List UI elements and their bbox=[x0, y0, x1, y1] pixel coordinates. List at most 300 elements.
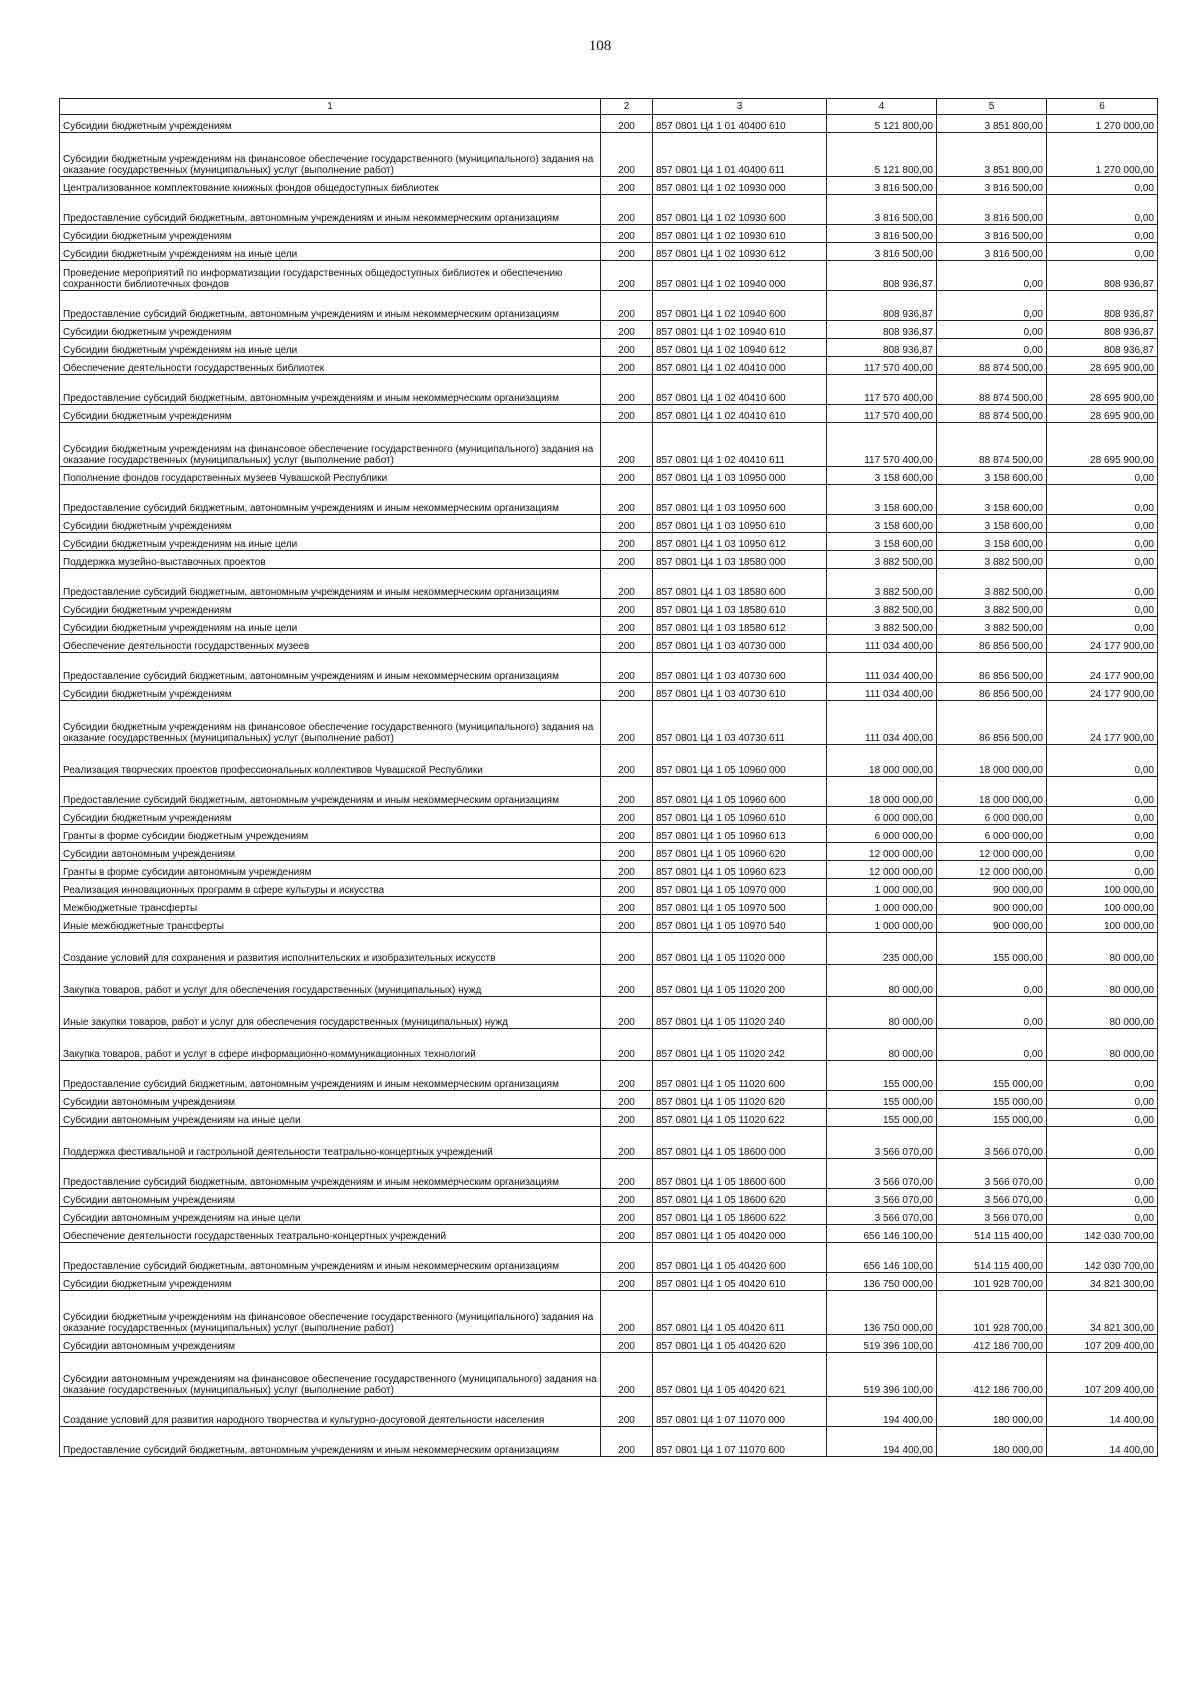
row-code-cell: 200 bbox=[601, 357, 653, 375]
row-code-cell: 200 bbox=[601, 745, 653, 777]
row-value-cell: 519 396 100,00 bbox=[827, 1335, 937, 1353]
table-row bbox=[60, 321, 1158, 339]
row-value-cell: 155 000,00 bbox=[937, 1109, 1047, 1127]
row-value-cell: 88 874 500,00 bbox=[937, 357, 1047, 375]
row-csr-cell: 857 0801 Ц4 1 05 10960 613 bbox=[653, 825, 827, 843]
row-value-cell: 3 882 500,00 bbox=[827, 599, 937, 617]
table-row bbox=[60, 617, 1158, 635]
row-csr-cell: 857 0801 Ц4 1 05 40420 000 bbox=[653, 1225, 827, 1243]
row-value-cell: 0,00 bbox=[937, 321, 1047, 339]
row-code-cell: 200 bbox=[601, 843, 653, 861]
row-value-cell: 117 570 400,00 bbox=[827, 375, 937, 405]
table-row bbox=[60, 807, 1158, 825]
row-value-cell: 3 566 070,00 bbox=[827, 1127, 937, 1159]
row-code-cell: 200 bbox=[601, 1189, 653, 1207]
row-code-cell: 200 bbox=[601, 915, 653, 933]
row-value-cell: 18 000 000,00 bbox=[937, 777, 1047, 807]
row-code-cell: 200 bbox=[601, 515, 653, 533]
row-name-cell: Иные закупки товаров, работ и услуг для обеспечения государственных (муниципальных) нужд bbox=[60, 997, 601, 1029]
row-value-cell: 3 566 070,00 bbox=[937, 1207, 1047, 1225]
table-header-row bbox=[60, 99, 1158, 115]
row-csr-cell: 857 0801 Ц4 1 03 40730 600 bbox=[653, 653, 827, 683]
row-name-cell: Создание условий для развития народного творчества и культурно-досуговой деятельности населения bbox=[60, 1397, 601, 1427]
table-row bbox=[60, 375, 1158, 405]
row-csr-cell: 857 0801 Ц4 1 05 10960 620 bbox=[653, 843, 827, 861]
row-value-cell: 0,00 bbox=[1047, 485, 1158, 515]
row-csr-cell: 857 0801 Ц4 1 05 11020 240 bbox=[653, 997, 827, 1029]
row-code-cell: 200 bbox=[601, 485, 653, 515]
row-csr-cell: 857 0801 Ц4 1 03 10950 000 bbox=[653, 467, 827, 485]
row-value-cell: 0,00 bbox=[1047, 1189, 1158, 1207]
row-value-cell: 3 882 500,00 bbox=[937, 617, 1047, 635]
row-name-cell: Субсидии бюджетным учреждениям на иные цели bbox=[60, 617, 601, 635]
row-value-cell: 28 695 900,00 bbox=[1047, 357, 1158, 375]
row-value-cell: 3 158 600,00 bbox=[937, 515, 1047, 533]
row-name-cell: Обеспечение деятельности государственных театрально-концертных учреждений bbox=[60, 1225, 601, 1243]
row-csr-cell: 857 0801 Ц4 1 03 18580 000 bbox=[653, 551, 827, 569]
row-value-cell: 808 936,87 bbox=[827, 321, 937, 339]
row-value-cell: 3 816 500,00 bbox=[827, 225, 937, 243]
row-code-cell: 200 bbox=[601, 1091, 653, 1109]
row-name-cell: Субсидии автономным учреждениям bbox=[60, 1091, 601, 1109]
row-value-cell: 6 000 000,00 bbox=[827, 807, 937, 825]
table-row bbox=[60, 467, 1158, 485]
table-row bbox=[60, 533, 1158, 551]
row-value-cell: 111 034 400,00 bbox=[827, 683, 937, 701]
row-name-cell: Централизованное комплектование книжных фондов общедоступных библиотек bbox=[60, 177, 601, 195]
row-value-cell: 86 856 500,00 bbox=[937, 701, 1047, 745]
row-name-cell: Предоставление субсидий бюджетным, автономным учреждениям и иным некоммерческим организациям bbox=[60, 1243, 601, 1273]
row-code-cell: 200 bbox=[601, 195, 653, 225]
table-row bbox=[60, 1127, 1158, 1159]
row-value-cell: 3 566 070,00 bbox=[827, 1159, 937, 1189]
row-csr-cell: 857 0801 Ц4 1 03 10950 610 bbox=[653, 515, 827, 533]
row-name-cell: Реализация инновационных программ в сфере культуры и искусства bbox=[60, 879, 601, 897]
table-row bbox=[60, 551, 1158, 569]
row-value-cell: 3 566 070,00 bbox=[937, 1159, 1047, 1189]
row-value-cell: 6 000 000,00 bbox=[937, 807, 1047, 825]
row-code-cell: 200 bbox=[601, 1335, 653, 1353]
row-value-cell: 3 158 600,00 bbox=[937, 533, 1047, 551]
row-value-cell: 3 816 500,00 bbox=[827, 243, 937, 261]
row-csr-cell: 857 0801 Ц4 1 05 10970 000 bbox=[653, 879, 827, 897]
row-value-cell: 1 000 000,00 bbox=[827, 915, 937, 933]
row-code-cell: 200 bbox=[601, 405, 653, 423]
row-value-cell: 0,00 bbox=[1047, 825, 1158, 843]
row-csr-cell: 857 0801 Ц4 1 05 18600 620 bbox=[653, 1189, 827, 1207]
row-value-cell: 900 000,00 bbox=[937, 897, 1047, 915]
row-value-cell: 808 936,87 bbox=[1047, 321, 1158, 339]
table-row bbox=[60, 825, 1158, 843]
budget-table bbox=[59, 98, 1158, 1457]
row-value-cell: 0,00 bbox=[937, 339, 1047, 357]
row-value-cell: 3 158 600,00 bbox=[937, 485, 1047, 515]
row-value-cell: 3 882 500,00 bbox=[827, 551, 937, 569]
row-value-cell: 136 750 000,00 bbox=[827, 1291, 937, 1335]
row-csr-cell: 857 0801 Ц4 1 02 10930 000 bbox=[653, 177, 827, 195]
row-value-cell: 100 000,00 bbox=[1047, 897, 1158, 915]
row-value-cell: 0,00 bbox=[1047, 1159, 1158, 1189]
row-name-cell: Субсидии автономным учреждениям на финансовое обеспечение государственного (муниципального) задания на оказание государственных (муниципальных) услуг (выполнение работ) bbox=[60, 1353, 601, 1397]
row-value-cell: 107 209 400,00 bbox=[1047, 1335, 1158, 1353]
row-value-cell: 0,00 bbox=[1047, 599, 1158, 617]
table-row bbox=[60, 1273, 1158, 1291]
row-value-cell: 0,00 bbox=[1047, 807, 1158, 825]
row-code-cell: 200 bbox=[601, 1397, 653, 1427]
row-value-cell: 0,00 bbox=[1047, 617, 1158, 635]
row-value-cell: 142 030 700,00 bbox=[1047, 1225, 1158, 1243]
row-name-cell: Субсидии автономным учреждениям на иные цели bbox=[60, 1207, 601, 1225]
row-value-cell: 88 874 500,00 bbox=[937, 405, 1047, 423]
row-value-cell: 101 928 700,00 bbox=[937, 1273, 1047, 1291]
table-row bbox=[60, 357, 1158, 375]
row-code-cell: 200 bbox=[601, 825, 653, 843]
table-row bbox=[60, 1061, 1158, 1091]
row-value-cell: 0,00 bbox=[1047, 1207, 1158, 1225]
row-value-cell: 24 177 900,00 bbox=[1047, 683, 1158, 701]
row-value-cell: 0,00 bbox=[937, 1029, 1047, 1061]
row-csr-cell: 857 0801 Ц4 1 05 10960 610 bbox=[653, 807, 827, 825]
table-row bbox=[60, 1159, 1158, 1189]
row-name-cell: Субсидии бюджетным учреждениям bbox=[60, 405, 601, 423]
row-csr-cell: 857 0801 Ц4 1 02 40410 611 bbox=[653, 423, 827, 467]
row-value-cell: 808 936,87 bbox=[1047, 261, 1158, 291]
row-value-cell: 0,00 bbox=[1047, 861, 1158, 879]
row-name-cell: Гранты в форме субсидии бюджетным учреждениям bbox=[60, 825, 601, 843]
row-value-cell: 24 177 900,00 bbox=[1047, 653, 1158, 683]
row-value-cell: 88 874 500,00 bbox=[937, 423, 1047, 467]
row-name-cell: Субсидии бюджетным учреждениям bbox=[60, 515, 601, 533]
row-value-cell: 34 821 300,00 bbox=[1047, 1291, 1158, 1335]
row-code-cell: 200 bbox=[601, 177, 653, 195]
row-name-cell: Предоставление субсидий бюджетным, автономным учреждениям и иным некоммерческим организациям bbox=[60, 653, 601, 683]
row-code-cell: 200 bbox=[601, 1225, 653, 1243]
table-row bbox=[60, 291, 1158, 321]
row-csr-cell: 857 0801 Ц4 1 03 40730 610 bbox=[653, 683, 827, 701]
row-name-cell: Субсидии бюджетным учреждениям bbox=[60, 683, 601, 701]
row-value-cell: 808 936,87 bbox=[1047, 339, 1158, 357]
table-row bbox=[60, 965, 1158, 997]
row-value-cell: 0,00 bbox=[1047, 745, 1158, 777]
row-value-cell: 0,00 bbox=[1047, 467, 1158, 485]
row-name-cell: Реализация творческих проектов профессиональных коллективов Чувашской Республики bbox=[60, 745, 601, 777]
table-row bbox=[60, 195, 1158, 225]
row-code-cell: 200 bbox=[601, 1427, 653, 1457]
row-value-cell: 1 270 000,00 bbox=[1047, 115, 1158, 133]
row-value-cell: 111 034 400,00 bbox=[827, 635, 937, 653]
row-code-cell: 200 bbox=[601, 897, 653, 915]
row-csr-cell: 857 0801 Ц4 1 02 10930 600 bbox=[653, 195, 827, 225]
row-code-cell: 200 bbox=[601, 1061, 653, 1091]
row-csr-cell: 857 0801 Ц4 1 07 11070 000 bbox=[653, 1397, 827, 1427]
row-csr-cell: 857 0801 Ц4 1 05 40420 620 bbox=[653, 1335, 827, 1353]
row-value-cell: 28 695 900,00 bbox=[1047, 405, 1158, 423]
row-code-cell: 200 bbox=[601, 635, 653, 653]
row-value-cell: 3 882 500,00 bbox=[937, 599, 1047, 617]
row-value-cell: 18 000 000,00 bbox=[827, 777, 937, 807]
row-csr-cell: 857 0801 Ц4 1 02 10940 612 bbox=[653, 339, 827, 357]
table-row bbox=[60, 683, 1158, 701]
row-value-cell: 18 000 000,00 bbox=[827, 745, 937, 777]
row-value-cell: 1 270 000,00 bbox=[1047, 133, 1158, 177]
table-row bbox=[60, 1225, 1158, 1243]
table-row bbox=[60, 225, 1158, 243]
row-csr-cell: 857 0801 Ц4 1 05 11020 622 bbox=[653, 1109, 827, 1127]
table-row bbox=[60, 745, 1158, 777]
row-csr-cell: 857 0801 Ц4 1 03 18580 600 bbox=[653, 569, 827, 599]
row-code-cell: 200 bbox=[601, 1273, 653, 1291]
table-row bbox=[60, 1335, 1158, 1353]
row-value-cell: 1 000 000,00 bbox=[827, 879, 937, 897]
row-value-cell: 180 000,00 bbox=[937, 1427, 1047, 1457]
row-value-cell: 3 816 500,00 bbox=[937, 225, 1047, 243]
row-value-cell: 1 000 000,00 bbox=[827, 897, 937, 915]
row-value-cell: 3 816 500,00 bbox=[937, 243, 1047, 261]
row-value-cell: 235 000,00 bbox=[827, 933, 937, 965]
column-header: 1 bbox=[60, 99, 601, 115]
row-value-cell: 656 146 100,00 bbox=[827, 1243, 937, 1273]
row-name-cell: Субсидии бюджетным учреждениям на финансовое обеспечение государственного (муниципального) задания на оказание государственных (муниципальных) услуг (выполнение работ) bbox=[60, 133, 601, 177]
row-value-cell: 0,00 bbox=[1047, 195, 1158, 225]
row-value-cell: 155 000,00 bbox=[827, 1091, 937, 1109]
row-code-cell: 200 bbox=[601, 321, 653, 339]
row-name-cell: Субсидии бюджетным учреждениям на финансовое обеспечение государственного (муниципального) задания на оказание государственных (муниципальных) услуг (выполнение работ) bbox=[60, 423, 601, 467]
table-row bbox=[60, 997, 1158, 1029]
row-name-cell: Субсидии автономным учреждениям bbox=[60, 1189, 601, 1207]
row-csr-cell: 857 0801 Ц4 1 02 10930 612 bbox=[653, 243, 827, 261]
row-name-cell: Гранты в форме субсидии автономным учреждениям bbox=[60, 861, 601, 879]
row-name-cell: Межбюджетные трансферты bbox=[60, 897, 601, 915]
row-code-cell: 200 bbox=[601, 701, 653, 745]
table-row bbox=[60, 515, 1158, 533]
column-header: 2 bbox=[601, 99, 653, 115]
row-code-cell: 200 bbox=[601, 1353, 653, 1397]
row-value-cell: 80 000,00 bbox=[1047, 997, 1158, 1029]
row-value-cell: 808 936,87 bbox=[827, 291, 937, 321]
row-name-cell: Субсидии бюджетным учреждениям на иные цели bbox=[60, 339, 601, 357]
row-name-cell: Предоставление субсидий бюджетным, автономным учреждениям и иным некоммерческим организациям bbox=[60, 195, 601, 225]
row-value-cell: 34 821 300,00 bbox=[1047, 1273, 1158, 1291]
row-value-cell: 412 186 700,00 bbox=[937, 1353, 1047, 1397]
row-code-cell: 200 bbox=[601, 261, 653, 291]
row-code-cell: 200 bbox=[601, 1127, 653, 1159]
page-number: 108 bbox=[588, 38, 612, 54]
row-csr-cell: 857 0801 Ц4 1 05 11020 000 bbox=[653, 933, 827, 965]
row-code-cell: 200 bbox=[601, 683, 653, 701]
table-row bbox=[60, 243, 1158, 261]
row-value-cell: 24 177 900,00 bbox=[1047, 701, 1158, 745]
row-value-cell: 0,00 bbox=[1047, 843, 1158, 861]
row-value-cell: 3 566 070,00 bbox=[827, 1207, 937, 1225]
table-row bbox=[60, 261, 1158, 291]
table-row bbox=[60, 897, 1158, 915]
row-name-cell: Предоставление субсидий бюджетным, автономным учреждениям и иным некоммерческим организациям bbox=[60, 1061, 601, 1091]
row-csr-cell: 857 0801 Ц4 1 05 40420 600 bbox=[653, 1243, 827, 1273]
row-value-cell: 3 882 500,00 bbox=[937, 569, 1047, 599]
row-code-cell: 200 bbox=[601, 617, 653, 635]
row-csr-cell: 857 0801 Ц4 1 07 11070 600 bbox=[653, 1427, 827, 1457]
row-value-cell: 808 936,87 bbox=[827, 261, 937, 291]
row-name-cell: Субсидии бюджетным учреждениям на финансовое обеспечение государственного (муниципального) задания на оказание государственных (муниципальных) услуг (выполнение работ) bbox=[60, 701, 601, 745]
row-value-cell: 0,00 bbox=[1047, 225, 1158, 243]
table-row bbox=[60, 879, 1158, 897]
row-csr-cell: 857 0801 Ц4 1 05 11020 242 bbox=[653, 1029, 827, 1061]
row-value-cell: 3 851 800,00 bbox=[937, 133, 1047, 177]
row-name-cell: Предоставление субсидий бюджетным, автономным учреждениям и иным некоммерческим организациям bbox=[60, 777, 601, 807]
row-code-cell: 200 bbox=[601, 375, 653, 405]
row-value-cell: 24 177 900,00 bbox=[1047, 635, 1158, 653]
table-row bbox=[60, 177, 1158, 195]
row-csr-cell: 857 0801 Ц4 1 05 11020 600 bbox=[653, 1061, 827, 1091]
row-value-cell: 3 566 070,00 bbox=[937, 1189, 1047, 1207]
row-name-cell: Субсидии бюджетным учреждениям bbox=[60, 807, 601, 825]
row-value-cell: 107 209 400,00 bbox=[1047, 1353, 1158, 1397]
row-value-cell: 0,00 bbox=[1047, 243, 1158, 261]
row-csr-cell: 857 0801 Ц4 1 05 40420 621 bbox=[653, 1353, 827, 1397]
row-csr-cell: 857 0801 Ц4 1 05 10970 500 bbox=[653, 897, 827, 915]
row-name-cell: Предоставление субсидий бюджетным, автономным учреждениям и иным некоммерческим организациям bbox=[60, 485, 601, 515]
table-row bbox=[60, 1291, 1158, 1335]
row-code-cell: 200 bbox=[601, 225, 653, 243]
row-name-cell: Закупка товаров, работ и услуг для обеспечения государственных (муниципальных) нужд bbox=[60, 965, 601, 997]
row-code-cell: 200 bbox=[601, 243, 653, 261]
row-name-cell: Иные межбюджетные трансферты bbox=[60, 915, 601, 933]
row-name-cell: Субсидии бюджетным учреждениям bbox=[60, 225, 601, 243]
row-csr-cell: 857 0801 Ц4 1 02 40410 600 bbox=[653, 375, 827, 405]
row-name-cell: Субсидии бюджетным учреждениям на финансовое обеспечение государственного (муниципального) задания на оказание государственных (муниципальных) услуг (выполнение работ) bbox=[60, 1291, 601, 1335]
row-value-cell: 3 158 600,00 bbox=[937, 467, 1047, 485]
row-csr-cell: 857 0801 Ц4 1 05 10970 540 bbox=[653, 915, 827, 933]
row-value-cell: 808 936,87 bbox=[1047, 291, 1158, 321]
row-code-cell: 200 bbox=[601, 1291, 653, 1335]
table-row bbox=[60, 1207, 1158, 1225]
table-row bbox=[60, 915, 1158, 933]
row-code-cell: 200 bbox=[601, 1243, 653, 1273]
row-csr-cell: 857 0801 Ц4 1 02 10940 000 bbox=[653, 261, 827, 291]
row-value-cell: 656 146 100,00 bbox=[827, 1225, 937, 1243]
row-name-cell: Субсидии автономным учреждениям bbox=[60, 843, 601, 861]
row-value-cell: 12 000 000,00 bbox=[827, 861, 937, 879]
row-value-cell: 155 000,00 bbox=[937, 1091, 1047, 1109]
row-code-cell: 200 bbox=[601, 861, 653, 879]
row-name-cell: Предоставление субсидий бюджетным, автономным учреждениям и иным некоммерческим организациям bbox=[60, 291, 601, 321]
row-value-cell: 117 570 400,00 bbox=[827, 405, 937, 423]
row-value-cell: 3 566 070,00 bbox=[937, 1127, 1047, 1159]
row-name-cell: Субсидии автономным учреждениям на иные цели bbox=[60, 1109, 601, 1127]
row-value-cell: 194 400,00 bbox=[827, 1397, 937, 1427]
row-name-cell: Субсидии бюджетным учреждениям bbox=[60, 1273, 601, 1291]
row-value-cell: 5 121 800,00 bbox=[827, 115, 937, 133]
row-value-cell: 100 000,00 bbox=[1047, 915, 1158, 933]
row-code-cell: 200 bbox=[601, 133, 653, 177]
row-value-cell: 12 000 000,00 bbox=[937, 861, 1047, 879]
row-value-cell: 3 816 500,00 bbox=[937, 195, 1047, 225]
row-csr-cell: 857 0801 Ц4 1 05 10960 600 bbox=[653, 777, 827, 807]
row-code-cell: 200 bbox=[601, 879, 653, 897]
row-value-cell: 519 396 100,00 bbox=[827, 1353, 937, 1397]
row-csr-cell: 857 0801 Ц4 1 05 11020 200 bbox=[653, 965, 827, 997]
row-csr-cell: 857 0801 Ц4 1 02 10940 610 bbox=[653, 321, 827, 339]
row-value-cell: 155 000,00 bbox=[937, 1061, 1047, 1091]
table-row bbox=[60, 1397, 1158, 1427]
row-csr-cell: 857 0801 Ц4 1 02 10930 610 bbox=[653, 225, 827, 243]
row-value-cell: 86 856 500,00 bbox=[937, 653, 1047, 683]
row-csr-cell: 857 0801 Ц4 1 02 10940 600 bbox=[653, 291, 827, 321]
row-name-cell: Закупка товаров, работ и услуг в сфере информационно-коммуникационных технологий bbox=[60, 1029, 601, 1061]
row-value-cell: 0,00 bbox=[1047, 1127, 1158, 1159]
row-value-cell: 111 034 400,00 bbox=[827, 653, 937, 683]
row-value-cell: 142 030 700,00 bbox=[1047, 1243, 1158, 1273]
row-value-cell: 0,00 bbox=[1047, 551, 1158, 569]
row-name-cell: Поддержка фестивальной и гастрольной деятельности театрально-концертных учреждений bbox=[60, 1127, 601, 1159]
row-code-cell: 200 bbox=[601, 291, 653, 321]
row-value-cell: 5 121 800,00 bbox=[827, 133, 937, 177]
row-csr-cell: 857 0801 Ц4 1 03 18580 610 bbox=[653, 599, 827, 617]
row-csr-cell: 857 0801 Ц4 1 05 40420 610 bbox=[653, 1273, 827, 1291]
row-code-cell: 200 bbox=[601, 115, 653, 133]
row-value-cell: 3 882 500,00 bbox=[937, 551, 1047, 569]
row-value-cell: 117 570 400,00 bbox=[827, 423, 937, 467]
row-csr-cell: 857 0801 Ц4 1 01 40400 611 bbox=[653, 133, 827, 177]
table-row bbox=[60, 933, 1158, 965]
table-row bbox=[60, 861, 1158, 879]
row-name-cell: Обеспечение деятельности государственных музеев bbox=[60, 635, 601, 653]
row-value-cell: 0,00 bbox=[1047, 533, 1158, 551]
row-value-cell: 0,00 bbox=[1047, 1109, 1158, 1127]
table-row bbox=[60, 133, 1158, 177]
row-name-cell: Создание условий для сохранения и развития исполнительских и изобразительных искусств bbox=[60, 933, 601, 965]
row-value-cell: 80 000,00 bbox=[1047, 1029, 1158, 1061]
row-value-cell: 3 882 500,00 bbox=[827, 617, 937, 635]
row-value-cell: 6 000 000,00 bbox=[827, 825, 937, 843]
row-value-cell: 514 115 400,00 bbox=[937, 1243, 1047, 1273]
table-row bbox=[60, 701, 1158, 745]
row-name-cell: Субсидии бюджетным учреждениям на иные цели bbox=[60, 533, 601, 551]
row-csr-cell: 857 0801 Ц4 1 02 40410 610 bbox=[653, 405, 827, 423]
row-csr-cell: 857 0801 Ц4 1 03 10950 600 bbox=[653, 485, 827, 515]
row-name-cell: Пополнение фондов государственных музеев Чувашской Республики bbox=[60, 467, 601, 485]
row-name-cell: Субсидии бюджетным учреждениям bbox=[60, 115, 601, 133]
table-body bbox=[60, 115, 1158, 1457]
row-value-cell: 80 000,00 bbox=[827, 1029, 937, 1061]
row-value-cell: 0,00 bbox=[1047, 777, 1158, 807]
row-value-cell: 6 000 000,00 bbox=[937, 825, 1047, 843]
table-row bbox=[60, 653, 1158, 683]
table-row bbox=[60, 423, 1158, 467]
row-csr-cell: 857 0801 Ц4 1 02 40410 000 bbox=[653, 357, 827, 375]
row-value-cell: 180 000,00 bbox=[937, 1397, 1047, 1427]
row-value-cell: 14 400,00 bbox=[1047, 1427, 1158, 1457]
row-name-cell: Субсидии бюджетным учреждениям bbox=[60, 599, 601, 617]
row-code-cell: 200 bbox=[601, 1029, 653, 1061]
row-value-cell: 900 000,00 bbox=[937, 915, 1047, 933]
row-value-cell: 3 158 600,00 bbox=[827, 467, 937, 485]
row-value-cell: 3 816 500,00 bbox=[937, 177, 1047, 195]
row-value-cell: 0,00 bbox=[1047, 569, 1158, 599]
row-value-cell: 18 000 000,00 bbox=[937, 745, 1047, 777]
row-value-cell: 80 000,00 bbox=[827, 965, 937, 997]
row-value-cell: 0,00 bbox=[937, 261, 1047, 291]
table-row bbox=[60, 1109, 1158, 1127]
row-value-cell: 80 000,00 bbox=[1047, 933, 1158, 965]
table-row bbox=[60, 635, 1158, 653]
row-code-cell: 200 bbox=[601, 551, 653, 569]
row-code-cell: 200 bbox=[601, 933, 653, 965]
row-value-cell: 0,00 bbox=[937, 965, 1047, 997]
table-row bbox=[60, 569, 1158, 599]
row-csr-cell: 857 0801 Ц4 1 05 10960 000 bbox=[653, 745, 827, 777]
row-value-cell: 3 816 500,00 bbox=[827, 177, 937, 195]
